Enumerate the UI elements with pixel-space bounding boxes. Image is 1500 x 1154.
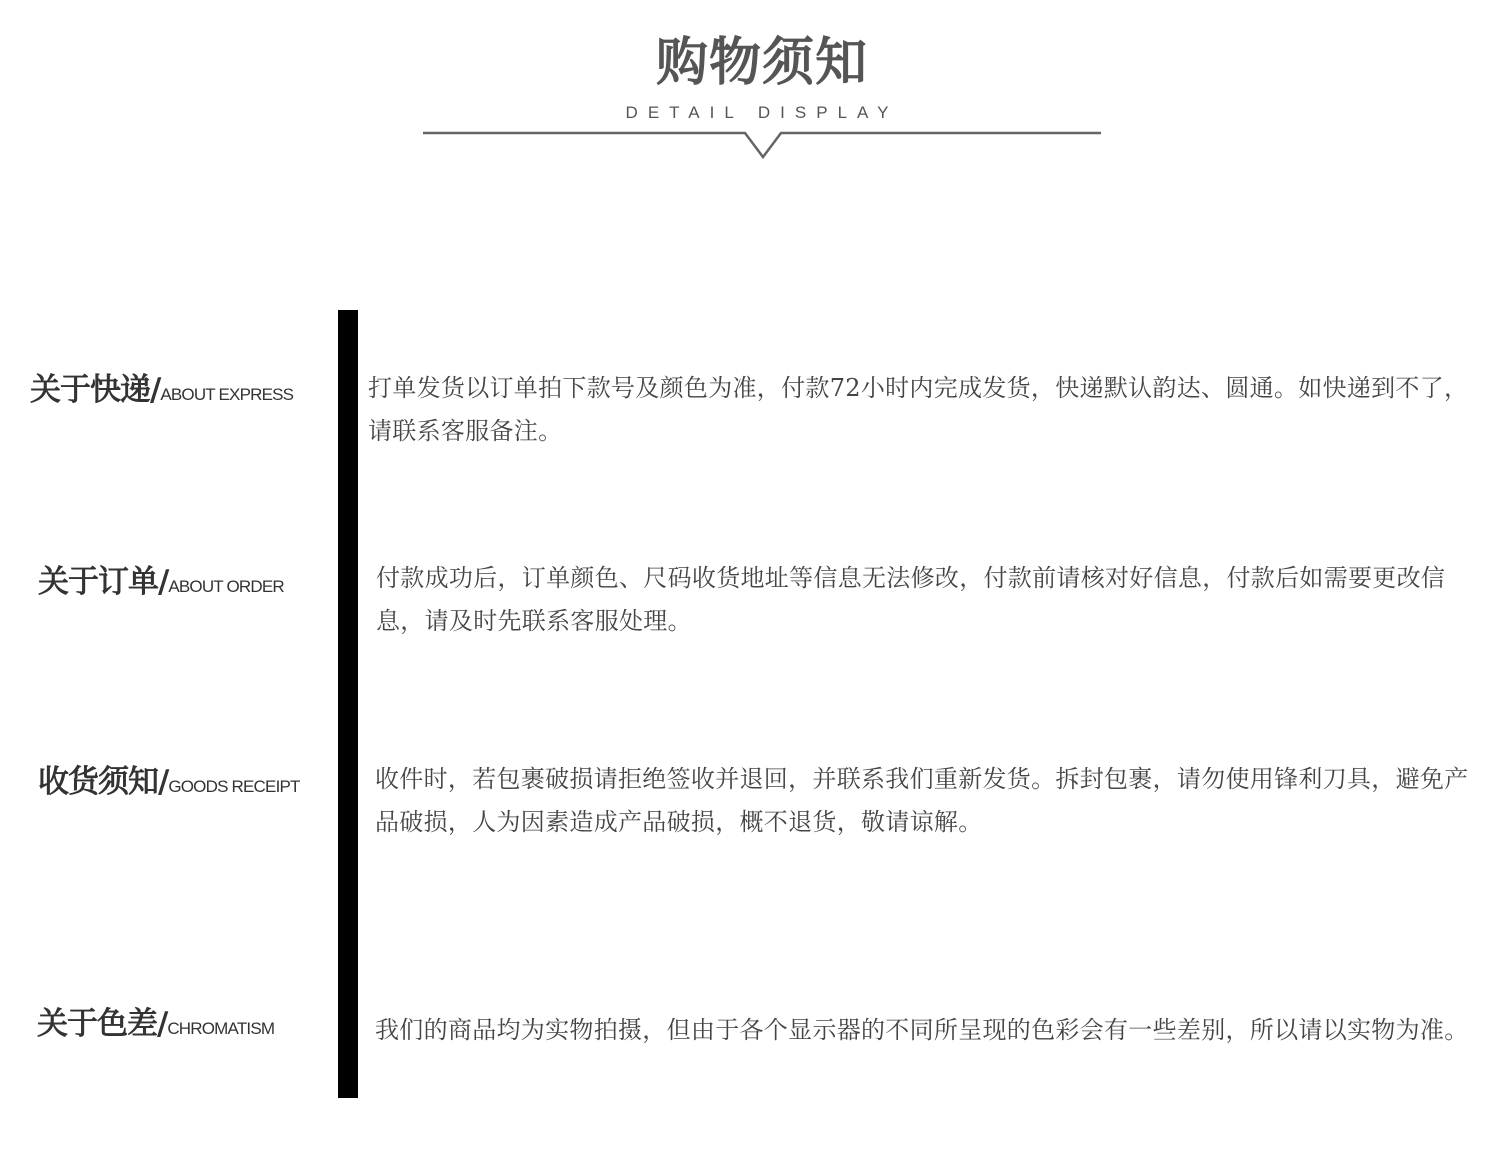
section-label-zh: 关于订单/ xyxy=(38,564,169,600)
section-label-receipt xyxy=(38,756,300,801)
section-text-receipt: 收件时，若包裹破损请拒绝签收并退回，并联系我们重新发货。拆封包裹，请勿使用锋利刀具，避免产品破损，人为因素造成产品破损，概不退货，敬请谅解。 xyxy=(375,765,1469,836)
page-subtitle: DETAIL DISPLAY xyxy=(625,103,899,122)
section-text-express: 打单发货以订单拍下款号及颜色为准，付款72小时内完成发货，快递默认韵达、圆通。如快递到不了，请联系客服备注。 xyxy=(368,374,1469,445)
section-label-chromatism xyxy=(37,998,274,1043)
section-label-order xyxy=(38,556,284,601)
section-divider-bar xyxy=(338,310,358,1098)
section-label-en: ABOUT EXPRESS xyxy=(160,385,294,404)
page-title: 购物须知 xyxy=(655,33,868,93)
title-underline-arrow xyxy=(423,124,1103,164)
section-label-express xyxy=(30,364,293,409)
section-label-zh: 关于色差/ xyxy=(37,1006,168,1042)
section-text-chromatism: 我们的商品均为实物拍摄，但由于各个显示器的不同所呈现的色彩会有一些差别，所以请以实物为准。 xyxy=(375,1016,1469,1044)
section-label-zh: 收货须知/ xyxy=(38,764,169,800)
section-label-en: ABOUT ORDER xyxy=(168,577,284,596)
section-text-order: 付款成功后，订单颜色、尺码收货地址等信息无法修改，付款前请核对好信息，付款后如需要更改信息，请及时先联系客服处理。 xyxy=(376,564,1446,635)
section-label-en: CHROMATISM xyxy=(167,1019,275,1038)
section-label-en: GOODS RECEIPT xyxy=(168,777,300,796)
section-label-zh: 关于快递/ xyxy=(30,372,161,408)
